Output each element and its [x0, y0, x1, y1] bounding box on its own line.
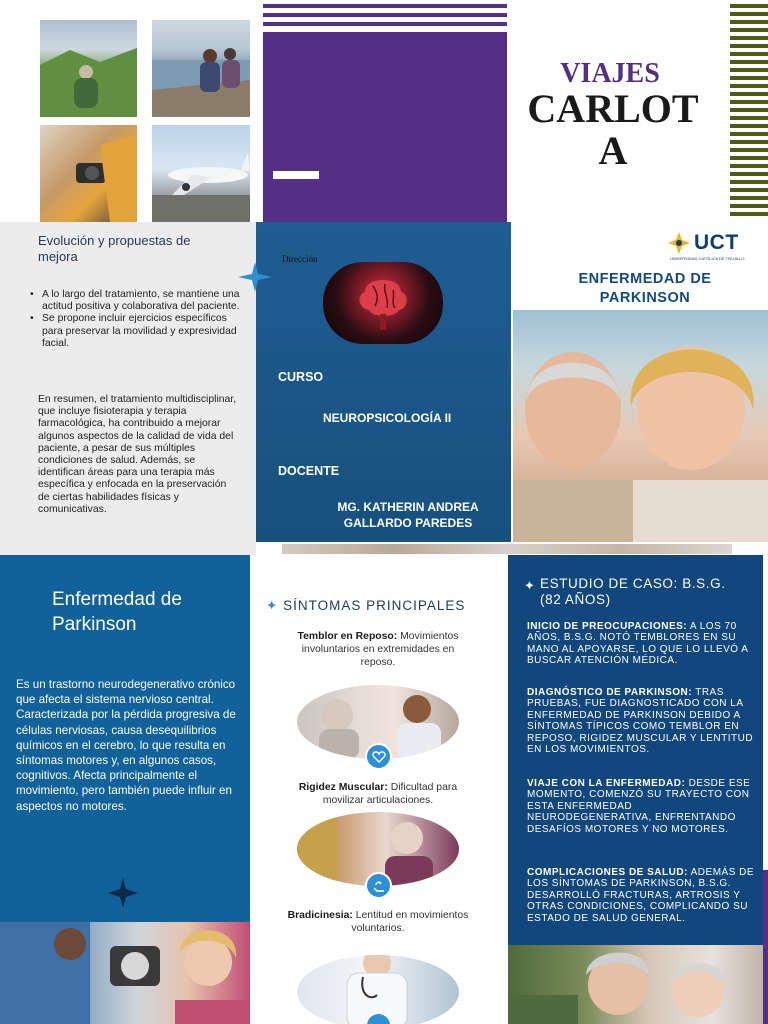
- sparkle-icon: ✦: [524, 578, 536, 593]
- case-study-title-text: ESTUDIO DE CASO: B.S.G. (82 AÑOS): [540, 576, 726, 607]
- symptom-desc: Dificultad para movilizar articulaciones.: [322, 782, 458, 806]
- case-study-title: [524, 576, 740, 608]
- brand-viajes: VIAJES: [560, 58, 660, 89]
- docente-label: DOCENTE: [278, 464, 340, 478]
- sparkle-icon: [238, 262, 272, 292]
- travelers-sea-photo: [152, 20, 250, 117]
- symptoms-title: [266, 598, 465, 614]
- brain-image: [323, 262, 443, 344]
- symptom-item: [283, 909, 473, 935]
- decor-stripe: [730, 140, 768, 144]
- docente-value: MG. KATHERIN ANDREA GALLARDO PAREDES: [337, 500, 479, 530]
- case-section-text: ADEMÁS DE LOS SÍNTOMAS DE PARKINSON, B.S.G. DESARROLLÓ FRACTURAS, ARTROSIS Y OTRAS CONDICIONES, COMPLICANDO SU ESTADO DE SALUD GENERAL.: [527, 867, 755, 924]
- symptom-desc: Movimientos involuntarios en extremidades en reposo.: [301, 631, 459, 668]
- case-section-label: COMPLICACIONES DE SALUD:: [527, 867, 688, 878]
- decor-stripe: [730, 92, 768, 96]
- decor-stripe: [730, 44, 768, 48]
- helping-hands-icon: [365, 872, 392, 899]
- decor-stripe: [730, 196, 768, 200]
- symptom-name: Temblor en Reposo:: [297, 631, 398, 642]
- sparkle-icon: ✦: [266, 598, 279, 613]
- decor-stripe: [730, 188, 768, 192]
- case-section-label: VIAJE CON LA ENFERMEDAD:: [527, 778, 686, 789]
- symptom-name: Bradicinesia:: [287, 910, 353, 921]
- purple-edge: [763, 870, 768, 1024]
- decor-stripe: [730, 36, 768, 40]
- symptoms-title-text: SÍNTOMAS PRINCIPALES: [283, 598, 466, 613]
- white-dash: [273, 171, 319, 179]
- decor-stripe: [730, 164, 768, 168]
- decor-stripe: [730, 212, 768, 216]
- case-section-label: INICIO DE PREOCUPACIONES:: [527, 621, 688, 632]
- decor-stripe: [730, 172, 768, 176]
- case-section-text: DESDE ESE MOMENTO, COMENZÓ SU TRAYECTO CON ESTA ENFERMEDAD NEURODEGENERATIVA, ENFRENTANDO DESAFÍOS MOTORES Y NO MOTORES.: [527, 778, 751, 835]
- symptom-name: Rigidez Muscular:: [298, 782, 388, 793]
- decor-stripe: [263, 22, 507, 26]
- couple-hug-photo: [508, 945, 763, 1024]
- purple-block: [263, 32, 507, 222]
- intro-title: Enfermedad de Parkinson: [52, 589, 182, 635]
- case-section: [527, 867, 759, 924]
- decor-stripe: [730, 156, 768, 160]
- decor-stripe: [730, 204, 768, 208]
- evolution-bullets: [30, 289, 240, 350]
- uct-subtitle: UNIVERSIDAD CATÓLICA DE TRUJILLO: [670, 256, 745, 261]
- case-section-label: DIAGNÓSTICO DE PARKINSON:: [527, 687, 693, 698]
- decor-stripe: [730, 100, 768, 104]
- decor-stripe: [730, 132, 768, 136]
- decor-stripe: [730, 84, 768, 88]
- decor-stripe: [730, 108, 768, 112]
- brand-line-2: CARLOT: [527, 86, 699, 131]
- case-section-text: A LOS 70 AÑOS, B.S.G. NOTÓ TEMBLORES EN SU MANO AL APOYARSE, LO QUE LO LLEVÓ A BUSCAR ATENCIÓN MÉDICA.: [527, 621, 748, 667]
- intro-text: Es un trastorno neurodegenerativo crónico que afecta el sistema nervioso central. Caracterizada por la pérdida progresiva de células nerviosas, causa desequilibrios químicos en el cerebro, lo que resulta en síntomas motores y, en algunos casos, cognitivos. Afecta principalmente el movimiento, pero también puede influir en aspectos no motores.: [16, 678, 236, 813]
- decor-stripe: [730, 28, 768, 32]
- sparkle-icon: [108, 878, 138, 908]
- decor-stripe: [730, 124, 768, 128]
- brand-line-3: A: [598, 128, 628, 173]
- uct-logo: [668, 231, 739, 255]
- decor-stripe: [730, 148, 768, 152]
- case-section-text: TRAS PRUEBAS, FUE DIAGNOSTICADO CON LA ENFERMEDAD DE PARKINSON DEBIDO A SÍNTOMAS TÍPICOS COMO TEMBLOR EN REPOSO, RIGIDEZ MUSCULAR Y LENTITUD EN LOS MOVIMIENTOS.: [527, 687, 754, 756]
- decor-stripe: [730, 76, 768, 80]
- decor-stripe: [730, 68, 768, 72]
- uct-logo-text: UCT: [694, 231, 739, 254]
- decor-stripe: [730, 4, 768, 8]
- evolution-summary: En resumen, el tratamiento multidisciplinar, que incluye fisioterapia y terapia farmacológica, ha contribuido a mejorar algunos aspectos de la calidad de vida del paciente, a pesar de sus múltiples condiciones de salud. Además, se identifican áreas para una terapia más específica y enfocada en la preservación de ciertas habilidades físicas y comunicativas.: [38, 394, 237, 515]
- curso-label: CURSO: [278, 370, 324, 384]
- cover-title: ENFERMEDAD DE PARKINSON: [578, 271, 712, 306]
- symptom-item: [283, 630, 473, 669]
- elderly-couple-photo: [513, 310, 768, 542]
- decor-stripe: [730, 116, 768, 120]
- decor-stripe: [263, 4, 507, 8]
- evolution-title: Evolución y propuestas de mejora: [38, 233, 191, 264]
- uct-emblem-icon: [668, 232, 690, 254]
- brand-carlota: [515, 88, 711, 172]
- list-item: • A lo largo del tratamiento, se mantiene una actitud positiva y colaborativa del paciente.: [30, 289, 240, 313]
- photographer-photo: [40, 125, 137, 222]
- decor-stripe: [263, 13, 507, 17]
- decor-stripe: [730, 60, 768, 64]
- symptom-desc: Lentitud en movimientos voluntarios.: [351, 910, 469, 934]
- decor-stripe: [730, 20, 768, 24]
- decor-stripe: [730, 180, 768, 184]
- case-section: [527, 687, 759, 755]
- decor-stripe: [730, 12, 768, 16]
- photo-strip: [282, 544, 732, 554]
- case-section: [527, 621, 759, 667]
- airplane-photo: [152, 125, 250, 222]
- direccion-label: Dirección: [282, 254, 318, 264]
- doctor-patient-photo: [0, 922, 250, 1024]
- decor-stripe: [730, 52, 768, 56]
- list-item: • Se propone incluir ejercicios específicos para preservar la movilidad y expresividad facial.: [30, 313, 240, 350]
- hiker-mountain-photo: [40, 20, 137, 117]
- curso-value: NEUROPSICOLOGÍA II: [323, 411, 452, 425]
- symptom-item: [283, 781, 473, 807]
- heart-hands-icon: [365, 743, 392, 770]
- case-section: [527, 778, 759, 835]
